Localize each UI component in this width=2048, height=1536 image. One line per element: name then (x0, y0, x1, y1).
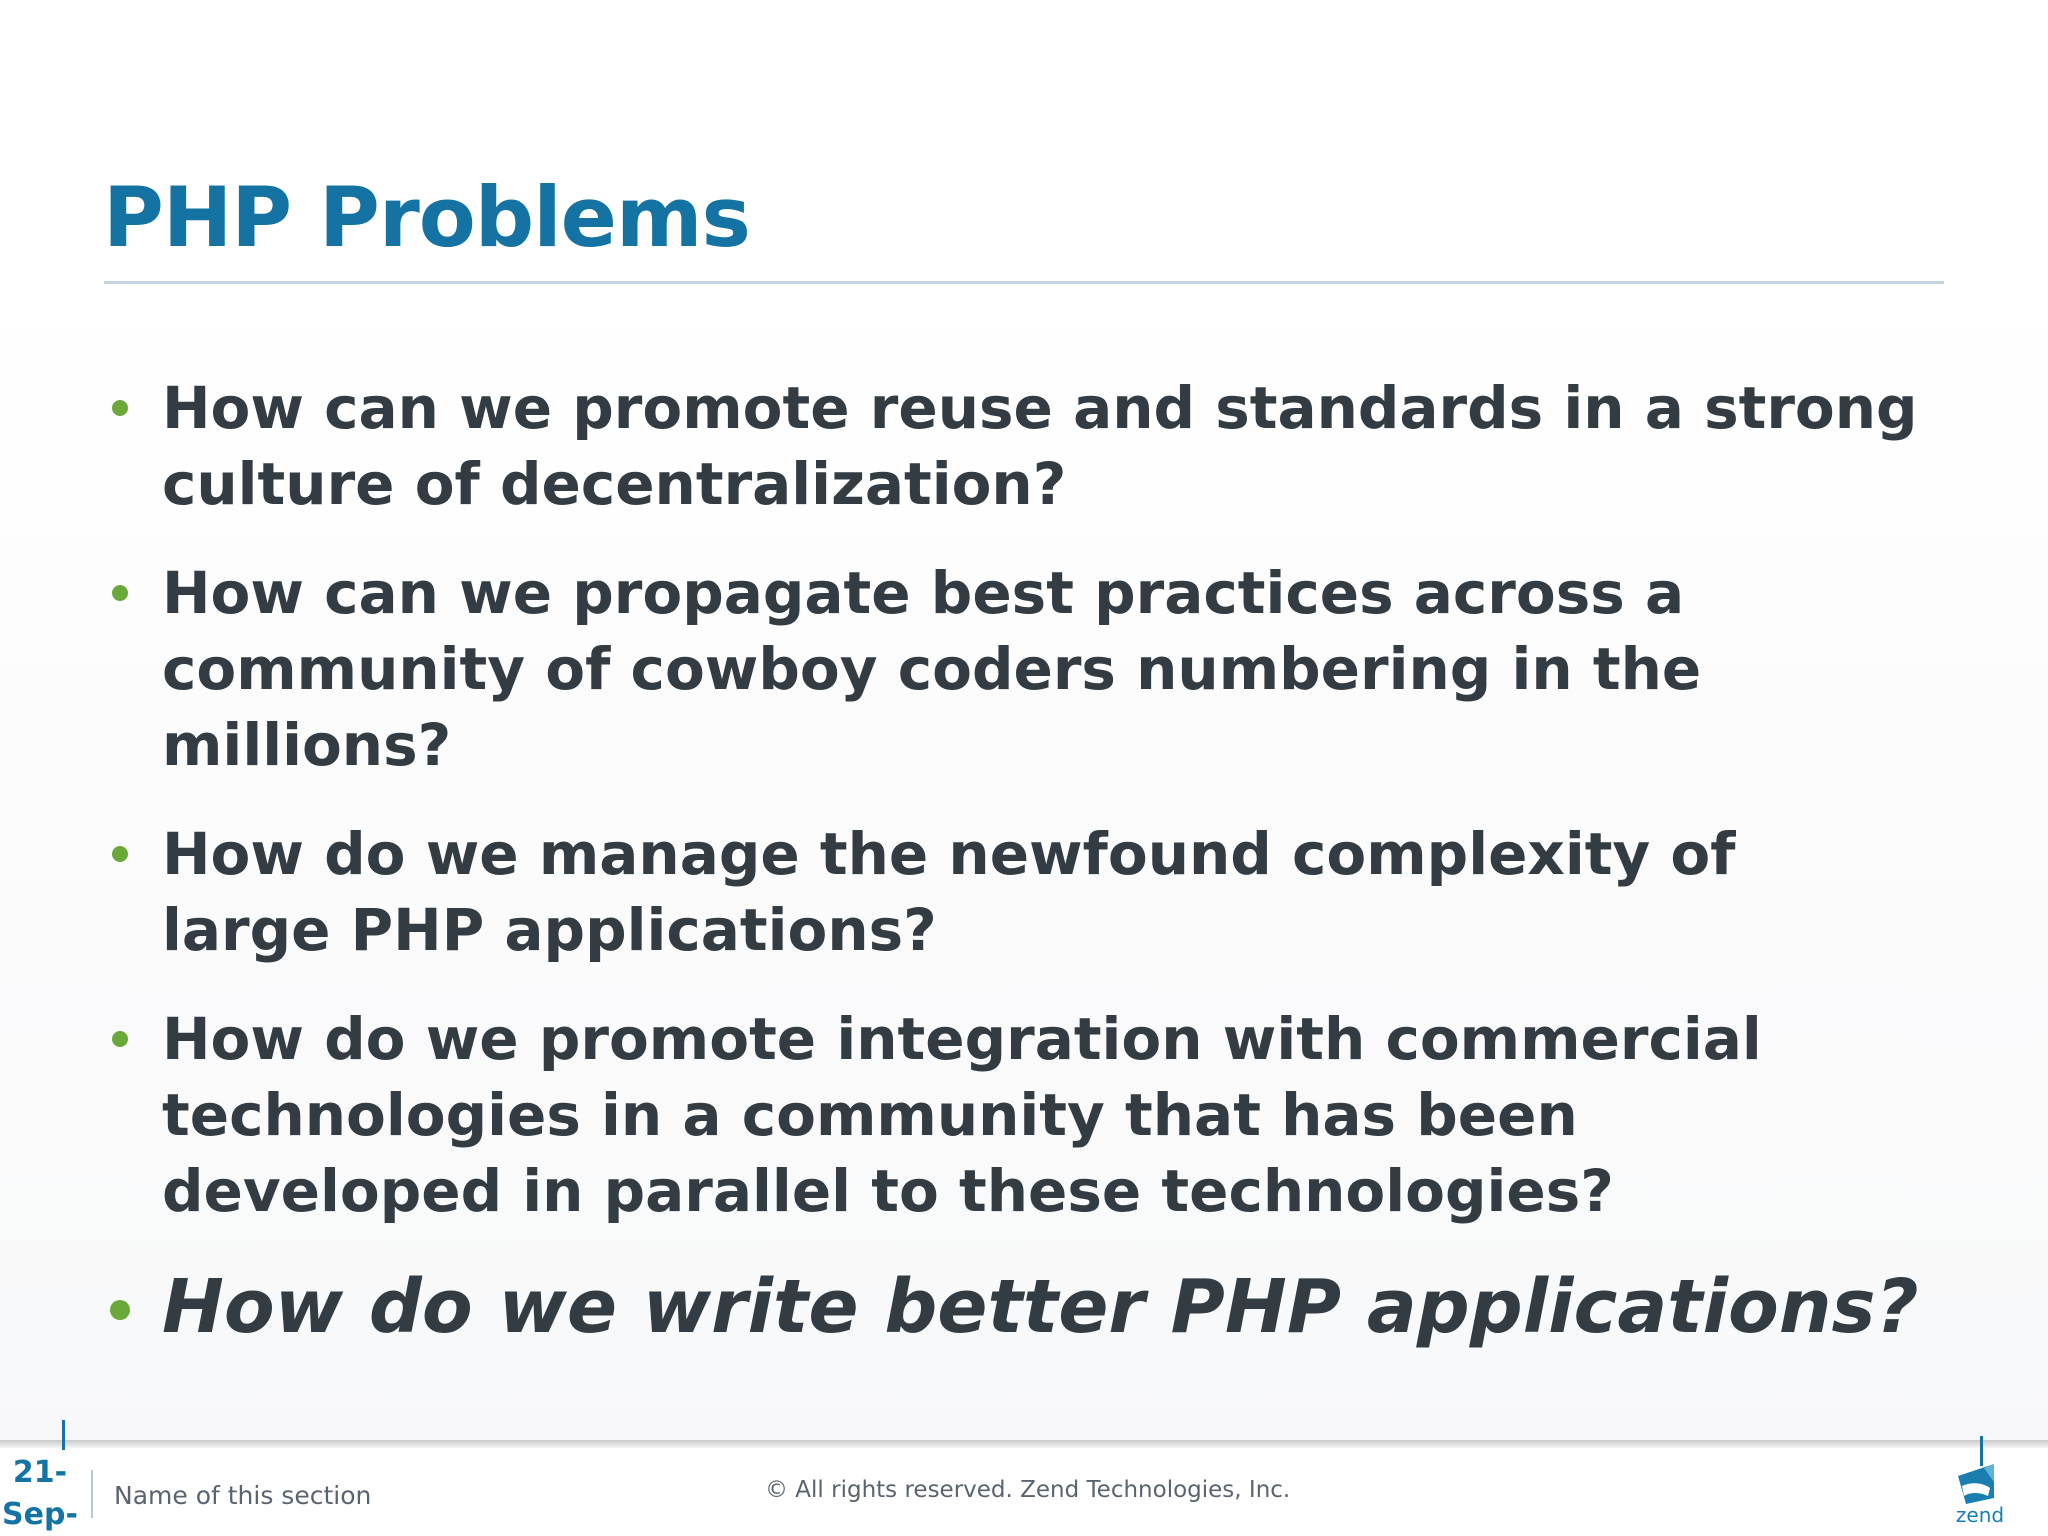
bullet-item (104, 555, 1924, 783)
zend-logo-icon (1948, 1436, 2012, 1528)
bullet-item (104, 816, 1924, 968)
bullet-dot-icon (112, 1031, 128, 1047)
bullet-list (104, 370, 1924, 1385)
slide-title: PHP Problems (103, 169, 750, 266)
svg-text:zend: zend (1955, 1503, 2005, 1527)
title-underline (104, 281, 1944, 284)
footer-shadow (0, 1440, 2048, 1448)
bullet-dot-icon (110, 1300, 130, 1320)
footer-divider (91, 1470, 93, 1518)
date-marker (62, 1420, 65, 1450)
bullet-text: How can we propagate best practices across a community of cowboy coders numbering in the millions? (162, 559, 1702, 779)
emphasis-bullet-text: How do we write better PHP applications? (162, 1264, 1919, 1350)
slide-date (0, 1452, 80, 1536)
date-line-2: Sep- (2, 1497, 78, 1532)
bullet-dot-icon (112, 846, 128, 862)
date-line-1: 21- (12, 1455, 68, 1490)
bullet-dot-icon (112, 400, 128, 416)
bullet-text: How do we promote integration with commercial technologies in a community that has been developed in parallel to these technologies? (162, 1005, 1762, 1225)
bullet-text: How can we promote reuse and standards in a strong culture of decentralization? (162, 374, 1918, 518)
bullet-text: How do we manage the newfound complexity of large PHP applications? (162, 820, 1736, 964)
bullet-dot-icon (112, 585, 128, 601)
bullet-item (104, 370, 1924, 522)
section-name: Name of this section (114, 1481, 372, 1510)
bullet-item (104, 1001, 1924, 1229)
emphasis-bullet-item (104, 1262, 1924, 1352)
copyright-notice: © All rights reserved. Zend Technologies, Inc. (765, 1477, 1291, 1503)
